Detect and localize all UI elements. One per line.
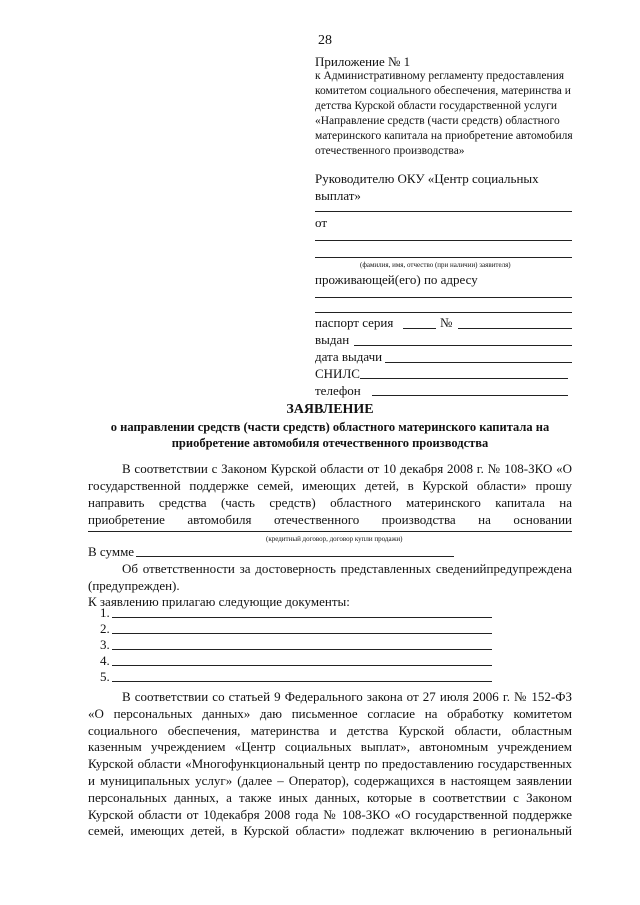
attachment-line[interactable] <box>112 665 492 666</box>
address-line-2[interactable] <box>315 312 572 313</box>
page-number: 28 <box>318 33 332 48</box>
attachment-line[interactable] <box>112 649 492 650</box>
doc-number: 5. <box>100 669 110 684</box>
attachments-label: К заявлению прилагаю следующие документы: <box>88 594 350 609</box>
addressee-to: Руководителю ОКУ «Центр социальных выплат» <box>315 171 539 203</box>
issue-date-field[interactable] <box>385 362 572 363</box>
doc-number: 4. <box>100 653 110 668</box>
contract-caption: (кредитный договор, договор купли продажи) <box>266 535 403 543</box>
applicant-name-line-2[interactable] <box>315 257 572 258</box>
applicant-name-line[interactable] <box>315 240 572 241</box>
attachment-line[interactable] <box>112 681 492 682</box>
addressee-blank-line[interactable] <box>315 211 572 212</box>
phone-label: телефон <box>315 383 361 398</box>
passport-series-field[interactable] <box>403 328 436 329</box>
doc-number: 1. <box>100 605 110 620</box>
attachment-line[interactable] <box>112 633 492 634</box>
sum-label: В сумме <box>88 544 135 559</box>
doc-number: 2. <box>100 621 110 636</box>
issue-date-label: дата выдачи <box>315 349 383 364</box>
snils-field[interactable] <box>360 378 568 379</box>
residing-label: проживающей(его) по адресу <box>315 272 478 287</box>
request-paragraph: В соответствии с Законом Курской области от 10 декабря 2008 г. № 108-ЗКО «О государственной поддержке семей, имеющих детей, в Курской области» прошу направить средства (часть средств) областного материнского капитала на приобретение автомобиля отечественного производства на основании <box>88 461 572 527</box>
document-subtitle-2: приобретение автомобиля отечественного производства <box>171 436 489 450</box>
document-title: ЗАЯВЛЕНИЕ <box>286 402 374 417</box>
passport-series-label: паспорт серия <box>315 315 394 330</box>
appendix-title: Приложение № 1 <box>315 54 411 69</box>
issued-label: выдан <box>315 332 350 347</box>
address-line-1[interactable] <box>315 297 572 298</box>
responsibility-text: Об ответственности за достоверность представленных сведенийпредупреждена (предупрежден). <box>88 561 572 593</box>
contract-basis-line[interactable] <box>88 531 572 532</box>
passport-number-label: № <box>440 315 453 330</box>
doc-number: 3. <box>100 637 110 652</box>
from-label: от <box>315 215 328 230</box>
attachment-line[interactable] <box>112 617 492 618</box>
appendix-text: к Административному регламенту предоставления комитетом социального обеспечения, материнства и детства Курской области государственной услуги «Направление средств (части средств) областного материнского капитала на приобретение автомобиля отечественного производства» <box>315 70 573 157</box>
appendix-block <box>315 54 585 159</box>
name-caption: (фамилия, имя, отчество (при наличии) заявителя) <box>360 261 511 269</box>
consent-paragraph: В соответствии со статьей 9 Федерального закона от 27 июля 2006 г. № 152-ФЗ «О персональных данных» даю письменное согласие на обработку комитетом социального обеспечения, материнства и детства Курской области, областным казенным учреждением «Центр социальных выплат», автономным учреждением Курской области «Многофункциональный центр по предоставлению государственных и муниципальных услуг» (далее – Оператор), содержащихся в настоящем заявлении персональных данных, а также иных данных, которые в соответствии с Законом Курской области от 10декабря 2008 года № 108-ЗКО «О государственной поддержке семей, имеющих детей, в Курской области» подлежат включению в региональный <box>88 689 572 839</box>
passport-number-field[interactable] <box>458 328 572 329</box>
snils-label: СНИЛС <box>315 366 360 381</box>
sum-field[interactable] <box>136 556 454 557</box>
phone-field[interactable] <box>372 395 568 396</box>
document-subtitle-1: о направлении средств (части средств) областного материнского капитала на <box>110 420 550 434</box>
issued-field[interactable] <box>354 345 572 346</box>
